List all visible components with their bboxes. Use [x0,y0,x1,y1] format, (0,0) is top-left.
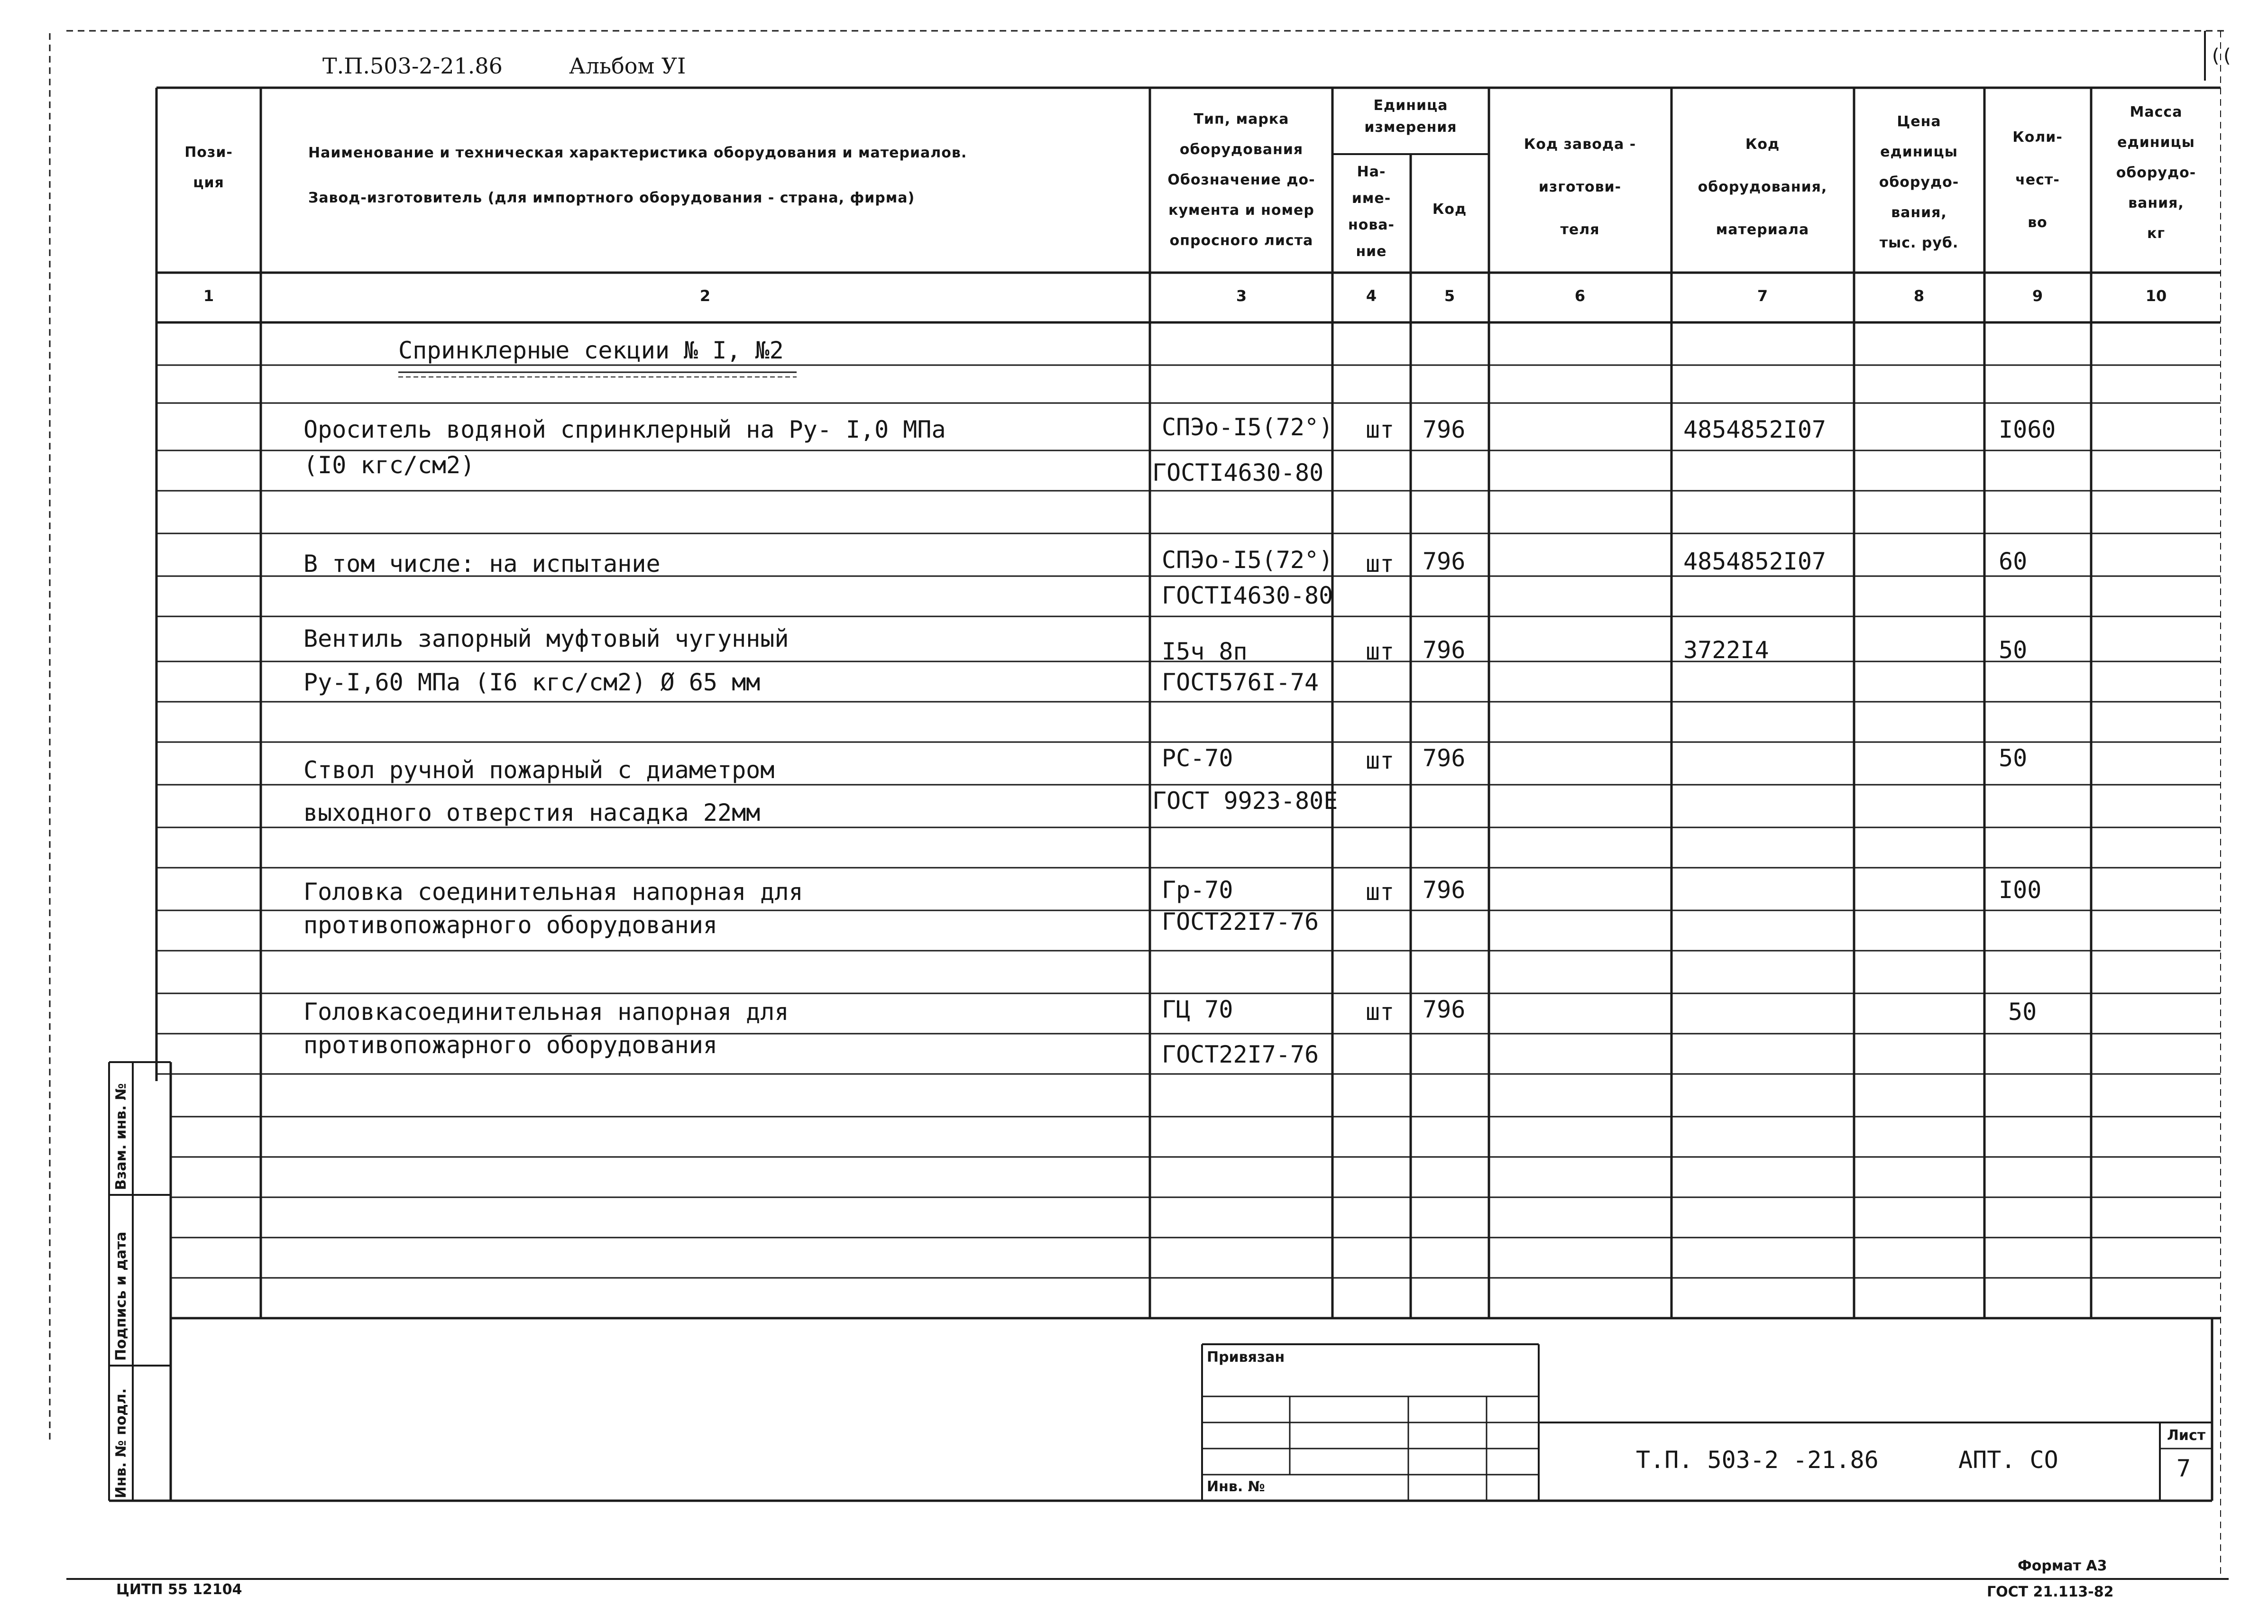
footer-gost: ГОСТ 21.113-82 [1987,1584,2114,1600]
row-unit-code: 796 [1423,876,1466,904]
stamp-inv-label: Инв. № [1207,1478,1265,1495]
corner-mark: (( [2210,45,2233,67]
row-type: СПЭо-I5(72°) [1162,546,1333,574]
row-name: Головкасоединительная напорная для [303,998,789,1026]
row-type: ГОСТ 9923-80Е [1152,787,1338,815]
row-unit-code: 796 [1423,636,1466,664]
col-header-mass: Масса единицы оборудо- вания, кг [2116,104,2196,242]
col-header-name: Наименование и техническая характеристика оборудования и материалов. Завод-изготовитель (для импортного оборудования - страна, фирма) [308,145,967,206]
col-number-9: 9 [2032,287,2043,305]
row-unit-code: 796 [1423,996,1466,1023]
row-equipment-code: 3722I4 [1683,636,1769,664]
row-unit: шт [1366,638,1395,665]
row-name: Ороситель водяной спринклерный на Ру- I,0 МПа [303,416,946,443]
row-name: Вентиль запорный муфтовый чугунный [303,625,789,652]
doc-code-header: Т.П.503-2-21.86 [322,53,503,79]
row-name: выходного отверстия насадка 22мм [303,799,761,826]
row-quantity: 60 [1999,548,2028,575]
footer-format: Формат А3 [2018,1558,2107,1574]
col-number-5: 5 [1444,287,1455,305]
footer-left-code: ЦИТП 55 12104 [116,1581,242,1598]
section-title: Спринклерные секции № I, №2 [398,337,784,364]
row-type: ГОСТ22I7-76 [1162,1041,1319,1068]
row-equipment-code: 4854852I07 [1683,548,1827,575]
stamp-mark: АПТ. СО [1958,1446,2058,1474]
col-header-factory-code: Код завода - изготови- теля [1524,136,1636,238]
col-number-8: 8 [1913,287,1925,305]
stamp-sheet-label: Лист [2167,1427,2206,1444]
row-quantity: 50 [2008,998,2037,1026]
row-quantity: 50 [1999,636,2028,664]
row-name: Ру-I,60 МПа (I6 кгс/см2) Ø 65 мм [303,669,761,696]
album-label: Альбом УI [569,53,686,79]
row-unit-code: 796 [1423,744,1466,772]
col-header-quantity: Коли- чест- во [2012,129,2063,231]
row-name: противопожарного оборудования [303,911,717,939]
stamp-sheet-number: 7 [2176,1455,2191,1482]
row-unit: шт [1366,550,1395,578]
col-number-1: 1 [203,287,214,305]
row-unit: шт [1366,416,1395,443]
row-type: I5ч 8п [1162,638,1248,665]
row-unit: шт [1366,878,1395,906]
row-unit: шт [1366,747,1395,774]
row-type: ГЦ 70 [1162,996,1233,1023]
row-type: ГОСТI4630-80 [1152,459,1324,486]
row-name: противопожарного оборудования [303,1031,717,1059]
row-quantity: I060 [1999,416,2056,443]
row-quantity: 50 [1999,744,2028,772]
col-header-position: Пози- ция [184,144,233,191]
row-unit: шт [1366,998,1395,1026]
row-name: (I0 кгс/см2) [303,451,475,479]
col-number-2: 2 [699,287,711,305]
col-header-unit-group: Единица измерения [1364,97,1457,136]
stamp-bound-label: Привязан [1207,1349,1285,1366]
row-type: ГОСТ22I7-76 [1162,908,1319,936]
col-header-unit-name: На- име- нова- ние [1348,164,1395,260]
margin-sign-date: Подпись и дата [113,1231,129,1361]
col-header-type: Тип, марка оборудования Обозначение до- кумента и номер опросного листа [1167,111,1315,249]
row-unit-code: 796 [1423,548,1466,575]
row-name: Головка соединительная напорная для [303,878,803,906]
row-type: ГОСТ576I-74 [1162,669,1319,696]
col-header-price: Цена единицы оборудо- вания, тыс. руб. [1879,113,1959,251]
row-type: Гр-70 [1162,876,1233,904]
row-name: Ствол ручной пожарный с диаметром [303,756,775,784]
col-number-7: 7 [1757,287,1768,305]
col-number-6: 6 [1574,287,1586,305]
col-number-10: 10 [2145,287,2167,305]
margin-inv-original: Инв. № подл. [113,1388,129,1498]
row-type: СПЭо-I5(72°) [1162,413,1333,441]
col-number-4: 4 [1366,287,1377,305]
col-header-equipment-code: Код оборудования, материала [1698,136,1827,238]
stamp-doc-code: Т.П. 503-2 -21.86 [1636,1446,1879,1474]
row-name: В том числе: на испытание [303,550,661,578]
row-quantity: I00 [1999,876,2042,904]
col-number-3: 3 [1236,287,1247,305]
row-equipment-code: 4854852I07 [1683,416,1827,443]
row-type: РС-70 [1162,744,1233,772]
col-header-unit-code: Код [1432,201,1467,218]
row-unit-code: 796 [1423,416,1466,443]
row-type: ГОСТI4630-80 [1162,582,1333,609]
margin-replace-inv: Взам. инв. № [113,1083,129,1190]
